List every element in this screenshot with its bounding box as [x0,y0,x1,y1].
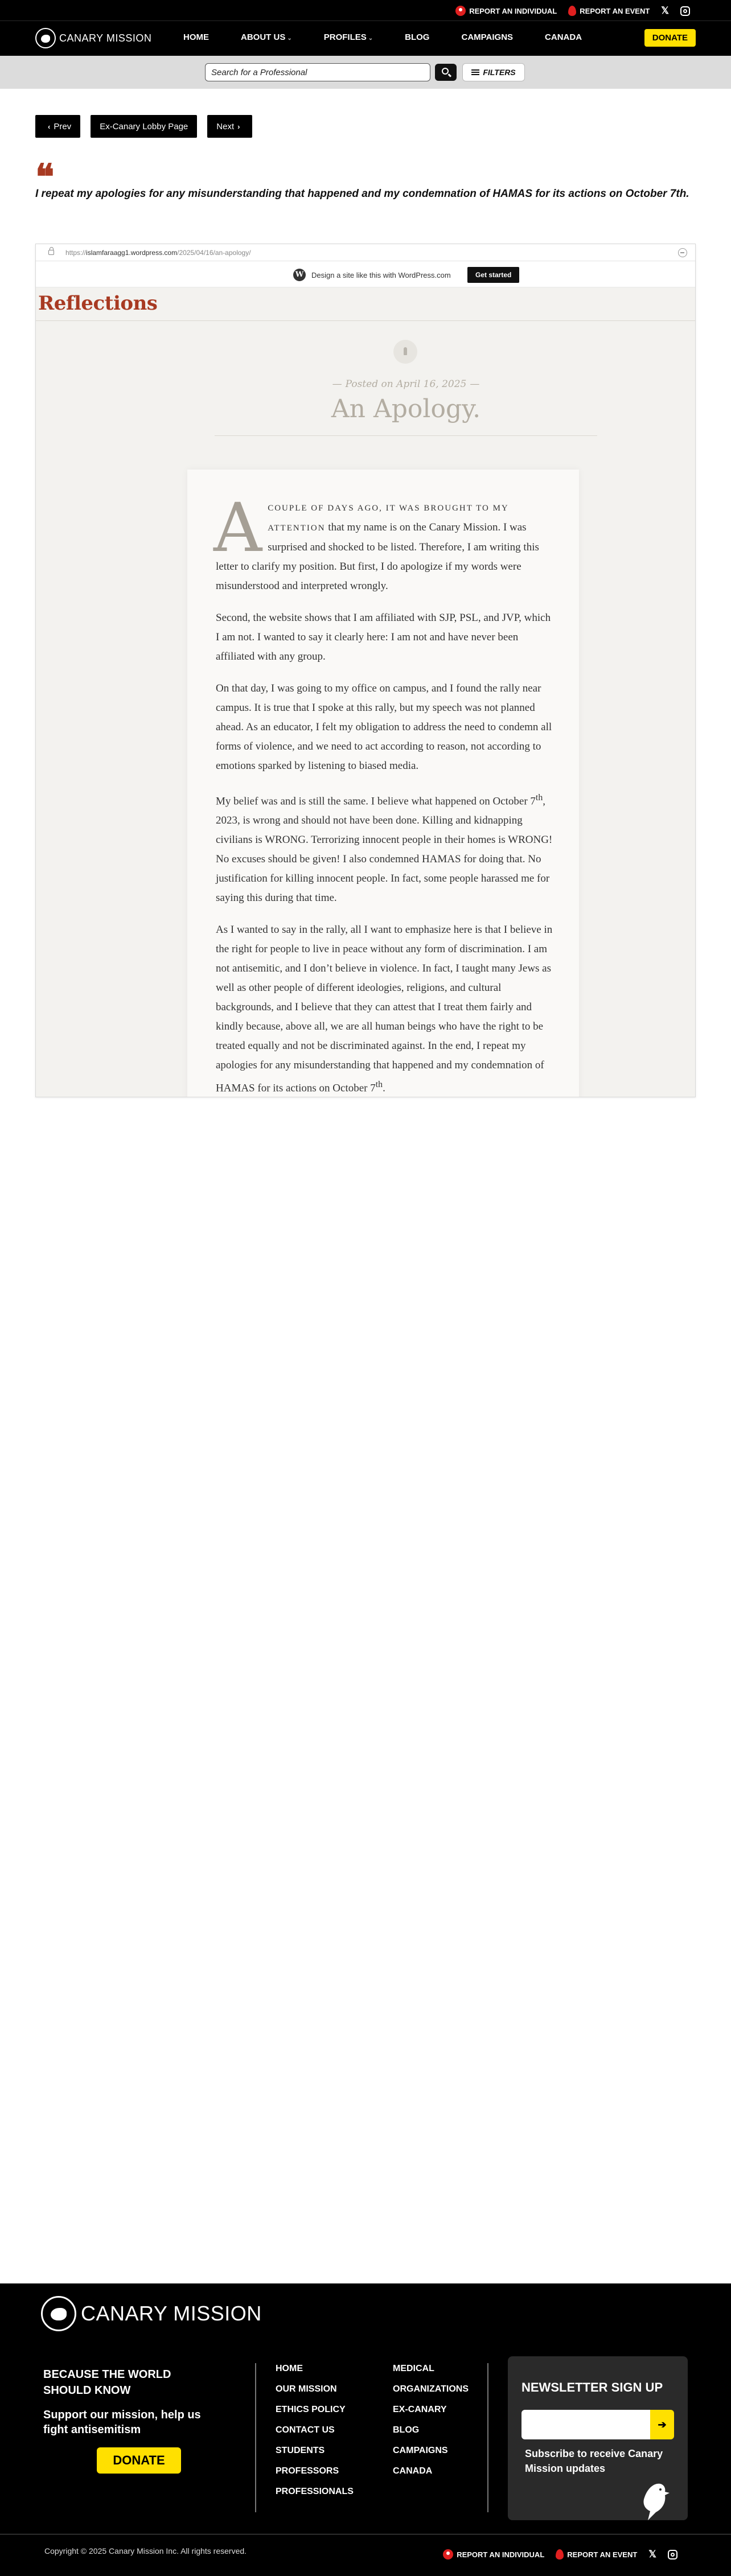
footer-logo[interactable] [41,2296,262,2331]
nav-menu [183,32,614,42]
browser-menu-icon [678,248,687,257]
dropcap: A [213,488,262,567]
chevron-right-icon: › [237,122,240,131]
article-body [213,488,553,1097]
footer-link-students[interactable]: STUDENTS [276,2446,325,2455]
quote-icon: ❝ [35,156,55,197]
footer-link-our-mission[interactable]: OUR MISSION [276,2384,337,2394]
paragraph: Second, the website shows that I am affiliated with SJP, PSL, and JVP, which I am not. I wanted to say it clearly here: I am not and have never been affiliated with any group. [216,612,551,662]
report-event-label: REPORT AN EVENT [567,2550,638,2559]
nav-item-profiles[interactable]: PROFILES ⌄ [323,32,373,42]
footer-links-col2 [393,2363,469,2486]
paragraph [213,488,553,596]
chevron-left-icon: ‹ [48,122,51,131]
nav-item-home[interactable]: HOME [183,32,209,42]
wordpress-banner-text: Design a site like this with WordPress.com [311,271,451,279]
canary-bird-icon [640,2480,672,2520]
person-alert-icon [455,6,466,16]
post-title: An Apology. [331,394,481,423]
get-started-button: Get started [467,267,519,283]
report-event-label: REPORT AN EVENT [580,6,650,15]
arrow-right-icon: ➔ [658,2419,667,2430]
divider [36,320,696,321]
nav-item-canada[interactable]: CANADA [545,32,582,42]
nav-item-about-us[interactable]: ABOUT US ⌄ [241,32,292,42]
nav-item-blog[interactable]: BLOG [405,32,430,42]
site-logo[interactable] [35,28,151,48]
pull-quote: I repeat my apologies for any misunderstanding that happened and my condemnation of HAMAS for its actions on October 7th. [35,188,689,200]
lobby-label: Ex-Canary Lobby Page [100,121,188,131]
footer-report-event-link[interactable] [556,2549,637,2559]
footer-link-ex-canary[interactable]: EX-CANARY [393,2405,447,2414]
footer-link-organizations[interactable]: ORGANIZATIONS [393,2384,469,2394]
copyright-text: Copyright © 2025 Canary Mission Inc. All rights reserved. [44,2546,247,2556]
wordpress-banner [36,261,696,287]
footer-subtitle: Support our mission, help us fight antisemitism [43,2409,201,2436]
footer-bottom-links [443,2549,677,2560]
newsletter-submit-button[interactable] [650,2410,674,2439]
newsletter-signup [508,2356,688,2520]
canary-bird-icon [35,28,56,48]
footer-link-canada[interactable]: CANADA [393,2466,433,2476]
profile-pager [35,115,252,138]
top-utility-bar [0,0,731,20]
footer-link-campaigns[interactable]: CAMPAIGNS [393,2446,448,2455]
filters-button[interactable] [462,63,525,81]
footer-link-contact-us[interactable]: CONTACT US [276,2425,335,2435]
next-label: Next [216,121,235,131]
report-event-link[interactable] [568,6,650,16]
paragraph: On that day, I was going to my office on campus, and I found the rally near campus. It is true that I spoke at this rally, but my speech was not planned ahead. As an educator, I felt my obligation to address the need to condemn all forms of violence, and we need to act according to reason, not according to emotions sparked by listening to biased media. [216,682,552,772]
filters-label: FILTERS [483,68,516,77]
search-icon [442,68,449,75]
newsletter-email-input[interactable] [521,2410,650,2439]
x-logo-icon[interactable]: 𝕏 [661,5,669,16]
search-input[interactable] [205,63,430,81]
search-button[interactable] [435,64,457,81]
logo-text: CANARY MISSION [59,32,152,44]
pin-icon [393,340,417,364]
url-text: https://islamfaraagg1.wordpress.com/2025/04/16/an-apology/ [65,249,251,257]
browser-url-bar [36,244,696,261]
paragraph-text: that my name is on the Canary Mission. I was surprised and shocked to be listed. Therefore, I am writing this letter to clarify my position. But first, I do apologize if my words were misunderstood and interpreted wrongly. [216,521,539,592]
flame-icon [556,2549,564,2559]
article-card [187,470,579,1097]
divider [215,435,597,436]
footer-report-individual-link[interactable] [443,2549,544,2559]
person-alert-icon [443,2549,453,2559]
footer-link-home[interactable]: HOME [276,2364,303,2373]
top-links [455,5,690,17]
footer-link-ethics-policy[interactable]: ETHICS POLICY [276,2405,346,2414]
flame-icon [568,6,576,16]
canary-bird-icon [41,2296,76,2331]
footer-link-professors[interactable]: PROFESSORS [276,2466,339,2476]
lobby-page-button[interactable] [91,115,197,138]
chevron-down-icon: ⌄ [368,35,373,42]
footer-link-professionals[interactable]: PROFESSIONALS [276,2487,354,2496]
lock-icon [48,250,54,255]
instagram-icon[interactable] [668,2550,677,2559]
footer-link-blog[interactable]: BLOG [393,2425,420,2435]
footer-links-col1 [276,2363,354,2507]
paragraph: My belief was and is still the same. I believe what happened on October 7th, 2023, is wrong and should not have been done. Killing and kidnapping civilians is WRONG. Terrorizing innocent people in their homes is WRONG! No excuses should be given! I also condemned HAMAS for doing that. No justification for killing innocent people. In fact, some people harassed me for saying this during that time. [216,793,553,904]
site-footer [0,2283,731,2576]
search-bar [0,56,731,89]
post-date: — Posted on April 16, 2025 — [332,378,480,390]
report-individual-label: REPORT AN INDIVIDUAL [469,6,557,15]
newsletter-description: Subscribe to receive Canary Mission updates [525,2448,663,2474]
x-logo-icon[interactable]: 𝕏 [648,2549,656,2559]
footer-donate-button[interactable]: DONATE [97,2447,181,2474]
main-nav [0,20,731,56]
chevron-down-icon: ⌄ [287,35,292,42]
paragraph: As I wanted to say in the rally, all I want to emphasize here is that I believe in the right for people to live in peace without any form of discrimination. I am not antisemitic, and I don’t believe in violence. In fact, I taught many Jews as well as other people of different ideologies, religions, and cultural backgrounds, and I believe that they can attest that I treat them fairly and kindly because, above all, we are all human beings who have the right to be treated equally and not be discriminated against. In the end, I repeat my apologies for any misunderstanding that happened and my condemnation of HAMAS for its actions on October 7th. [216,924,553,1094]
filter-icon [471,69,479,75]
donate-button[interactable]: DONATE [644,29,696,47]
footer-tagline: BECAUSE THE WORLD SHOULD KNOW [43,2368,171,2397]
newsletter-title: NEWSLETTER SIGN UP [521,2380,663,2394]
instagram-icon[interactable] [680,6,690,16]
prev-button[interactable] [35,115,80,138]
footer-logo-text: CANARY MISSION [81,2302,262,2325]
blog-site-title: Reflections [38,292,158,315]
wordpress-logo-icon: W [293,269,306,281]
divider [255,2363,256,2512]
embedded-blog-screenshot [35,244,696,1097]
report-individual-link[interactable] [455,6,557,16]
nav-item-campaigns[interactable]: CAMPAIGNS [461,32,514,42]
divider [487,2363,488,2512]
prev-label: Prev [54,121,72,131]
report-individual-label: REPORT AN INDIVIDUAL [457,2550,545,2559]
next-button[interactable] [207,115,252,138]
footer-link-medical[interactable]: MEDICAL [393,2364,434,2373]
lead-in: COUPLE OF DAYS AGO, IT WAS BROUGHT TO MY ATTENTION [268,504,509,533]
